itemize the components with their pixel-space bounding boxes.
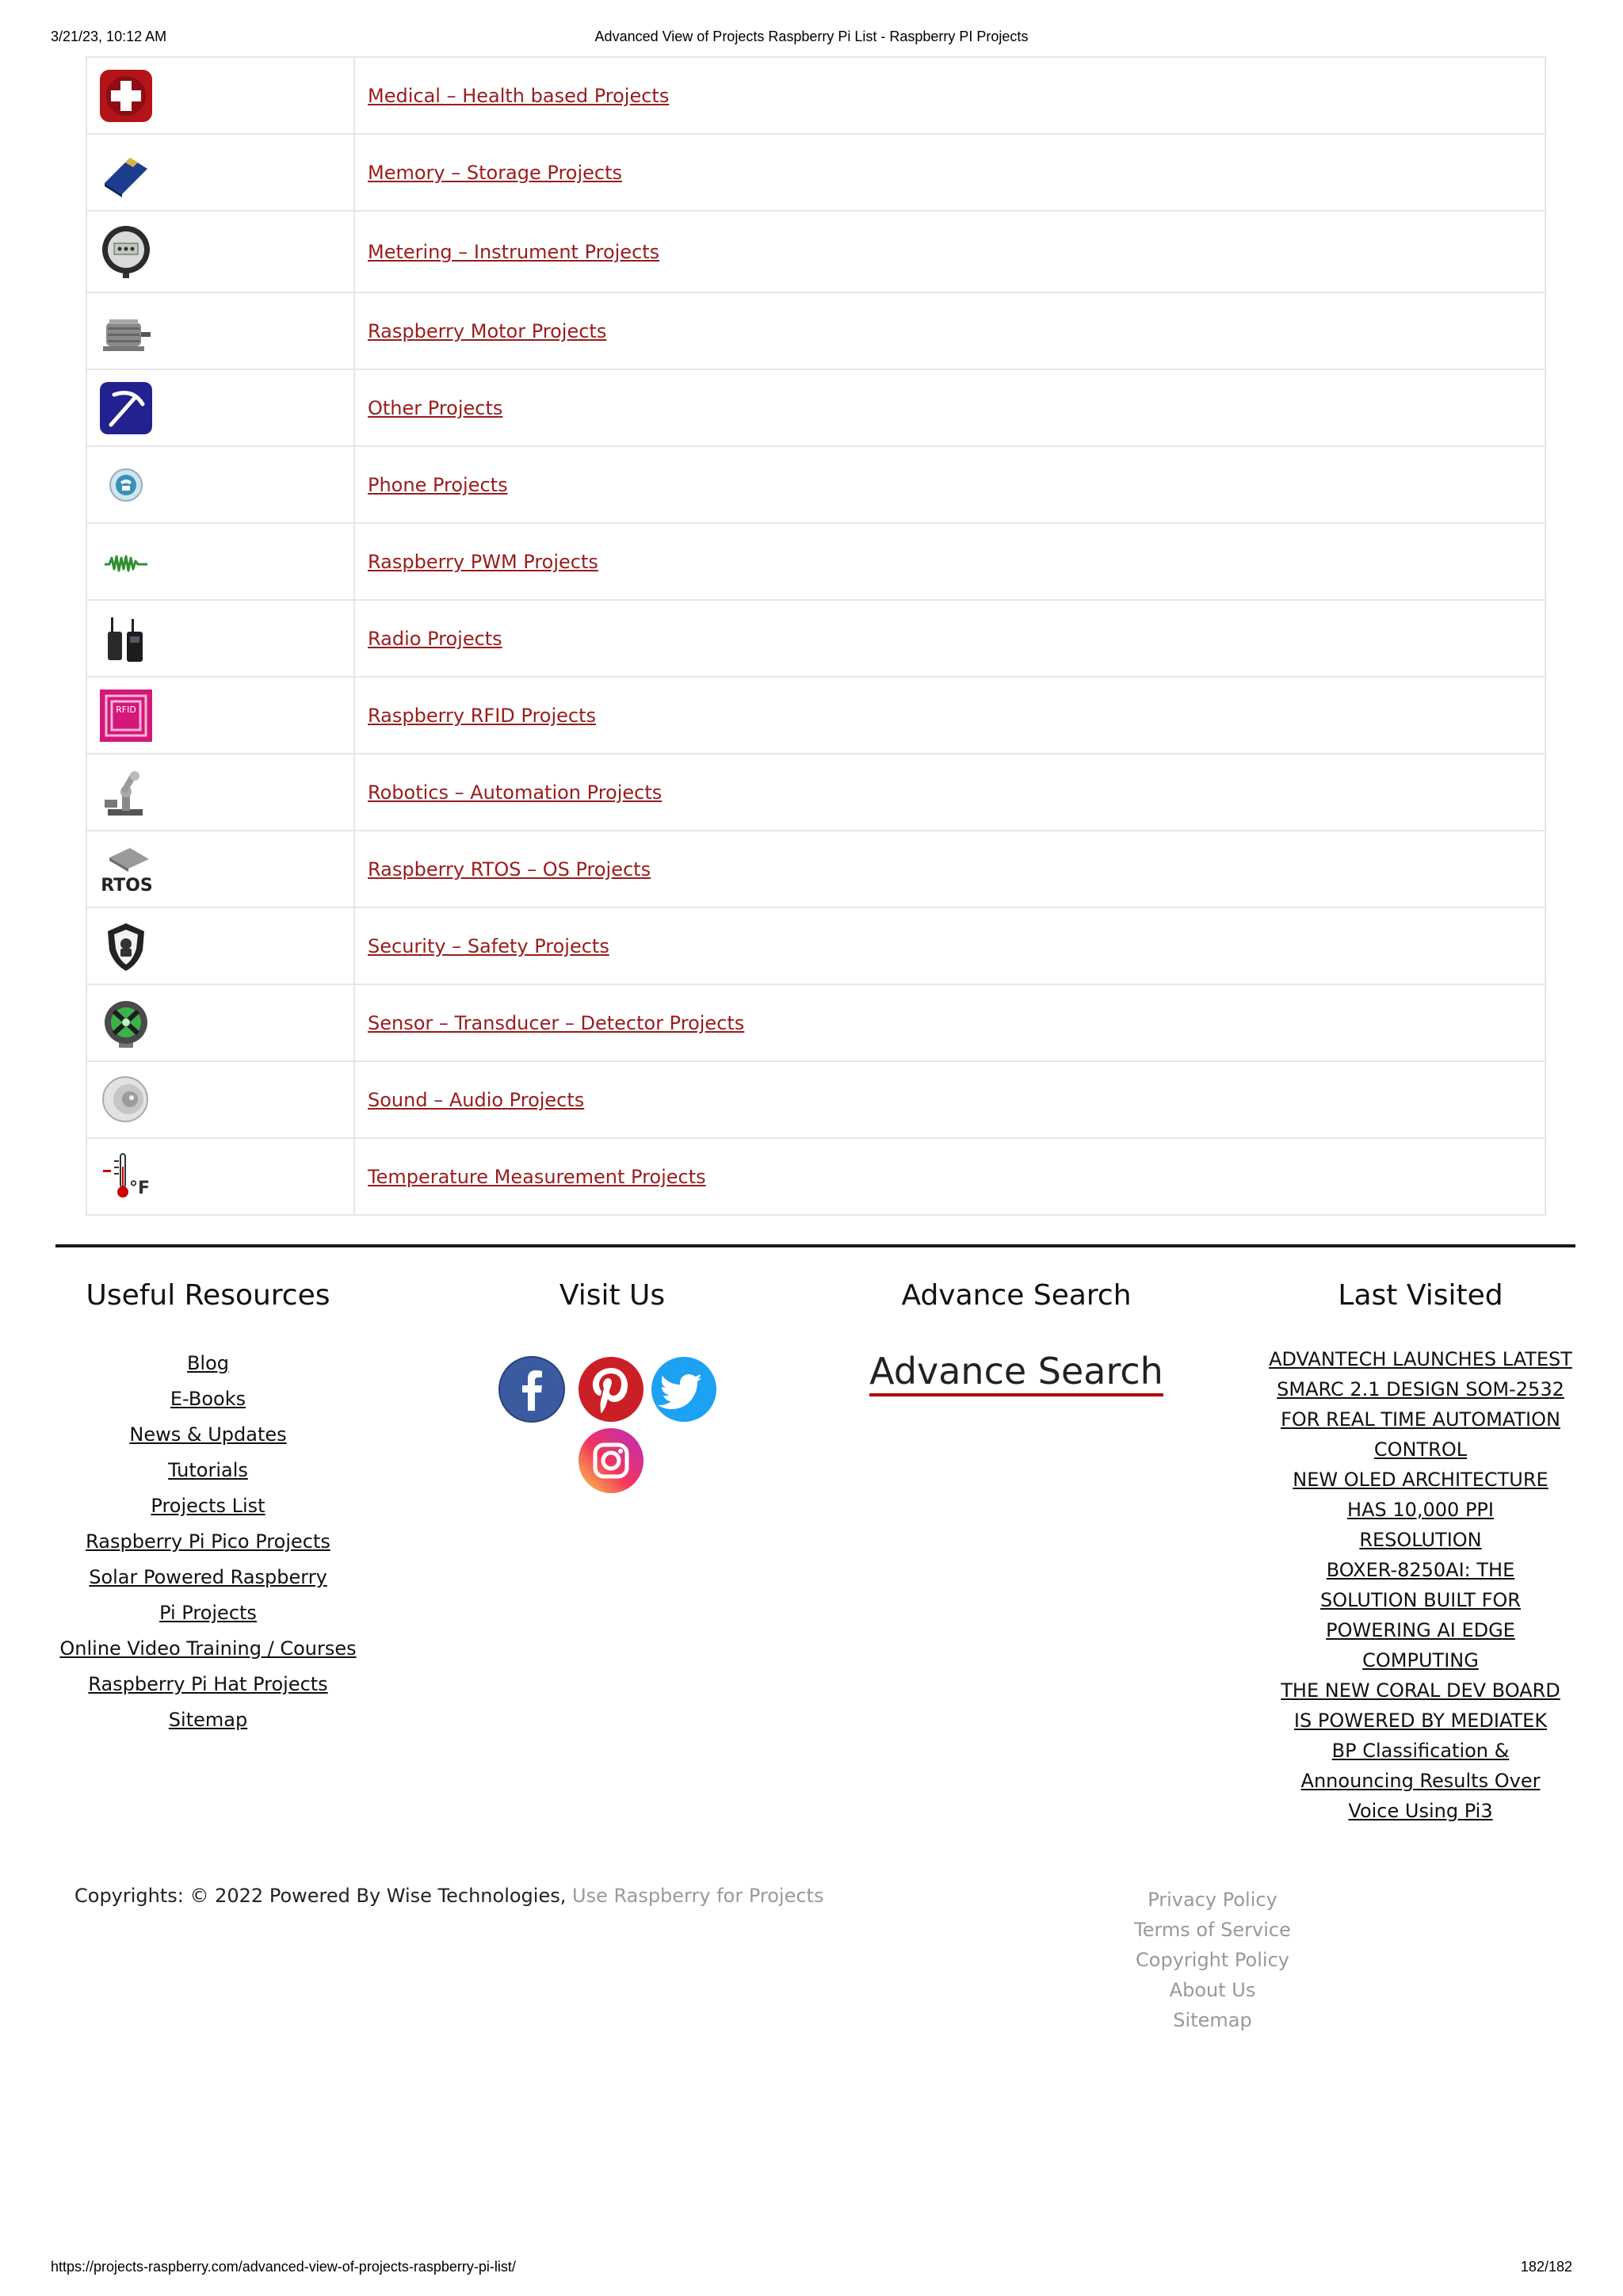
useful-resources-heading: Useful Resources — [86, 1279, 330, 1312]
category-link[interactable]: Raspberry PWM Projects — [368, 550, 598, 573]
resource-link-solar[interactable]: Solar Powered Raspberry Pi Projects — [89, 1566, 327, 1624]
category-icon-cell — [86, 600, 354, 677]
category-row — [86, 677, 1545, 754]
category-icon-cell — [86, 677, 354, 754]
category-icon-cell — [86, 134, 354, 211]
copyright — [74, 1885, 823, 1907]
sitemap-link[interactable]: Sitemap — [1173, 2009, 1252, 2031]
legal-links — [1109, 1885, 1316, 2035]
list-item — [55, 1381, 361, 1417]
category-link[interactable]: Raspberry RFID Projects — [368, 704, 597, 727]
resource-link-sitemap[interactable]: Sitemap — [168, 1709, 248, 1731]
about-us-link[interactable]: About Us — [1169, 1979, 1256, 2001]
instagram-icon[interactable] — [577, 1427, 645, 1495]
list-item — [55, 1667, 361, 1702]
list-item — [1264, 1736, 1577, 1826]
advance-search-heading: Advance Search — [901, 1279, 1132, 1312]
terms-of-service-link[interactable]: Terms of Service — [1134, 1919, 1291, 1941]
category-table — [86, 56, 1546, 1216]
category-icon-cell — [86, 57, 354, 134]
category-link-cell — [354, 211, 1545, 292]
walkie-talkie-icon[interactable] — [98, 611, 154, 667]
category-link[interactable]: Memory – Storage Projects — [368, 161, 623, 184]
print-datetime: 3/21/23, 10:12 AM — [51, 29, 167, 44]
category-icon-cell — [86, 211, 354, 292]
category-link[interactable]: Raspberry RTOS – OS Projects — [368, 858, 651, 881]
list-item — [55, 1524, 361, 1560]
list-item — [1264, 1465, 1577, 1555]
category-link[interactable]: Sound – Audio Projects — [368, 1088, 585, 1111]
last-visited-section — [1264, 1268, 1577, 1826]
print-header — [51, 29, 1572, 48]
print-url: https://projects-raspberry.com/advanced-view-of-projects-raspberry-pi-list/ — [51, 2259, 516, 2275]
pinterest-icon[interactable] — [577, 1355, 645, 1423]
category-link-cell — [354, 677, 1545, 754]
list-item — [1264, 1675, 1577, 1736]
svg-text:°F: °F — [128, 1178, 151, 1198]
category-link-cell — [354, 292, 1545, 369]
category-icon-cell — [86, 984, 354, 1061]
category-row — [86, 57, 1545, 134]
category-link[interactable]: Security – Safety Projects — [368, 934, 609, 957]
category-link[interactable]: Metering – Instrument Projects — [368, 240, 660, 263]
category-link-cell — [354, 57, 1545, 134]
category-row — [86, 292, 1545, 369]
speaker-icon[interactable] — [98, 1072, 154, 1128]
footer-divider — [55, 1244, 1575, 1247]
sensor-icon[interactable] — [98, 995, 154, 1051]
last-visited-link[interactable]: BOXER-8250AI: THE SOLUTION BUILT FOR POWERING AI EDGE COMPUTING — [1320, 1559, 1521, 1671]
category-link-cell — [354, 984, 1545, 1061]
thermometer-icon[interactable] — [98, 1149, 154, 1205]
last-visited-link[interactable]: NEW OLED ARCHITECTURE HAS 10,000 PPI RESOLUTION — [1293, 1469, 1549, 1551]
list-item — [1264, 1555, 1577, 1675]
category-icon-cell — [86, 1138, 354, 1215]
list-item — [55, 1560, 361, 1631]
category-link[interactable]: Other Projects — [368, 396, 503, 419]
svg-text:RTOS: RTOS — [101, 875, 153, 896]
last-visited-link[interactable]: ADVANTECH LAUNCHES LATEST SMARC 2.1 DESIGN SOM-2532 FOR REAL TIME AUTOMATION CONTROL — [1269, 1348, 1572, 1461]
category-row — [86, 1138, 1545, 1215]
motor-icon[interactable] — [98, 304, 154, 359]
useful-resources-list — [55, 1346, 361, 1738]
useful-resources-section — [55, 1268, 361, 1738]
advance-search-link[interactable]: Advance Search — [869, 1349, 1163, 1396]
category-link[interactable]: Robotics – Automation Projects — [368, 781, 663, 804]
social-icons — [464, 1355, 761, 1514]
last-visited-link[interactable]: BP Classification & Announcing Results Over Voice Using Pi3 — [1300, 1740, 1541, 1822]
robot-arm-icon[interactable] — [98, 765, 154, 820]
visit-us-section — [464, 1268, 761, 1514]
category-link[interactable]: Medical – Health based Projects — [368, 84, 670, 107]
category-row — [86, 134, 1545, 211]
category-link[interactable]: Sensor – Transducer – Detector Projects — [368, 1011, 745, 1034]
pickaxe-icon[interactable] — [98, 380, 154, 436]
category-link[interactable]: Phone Projects — [368, 473, 508, 496]
category-link-cell — [354, 1061, 1545, 1138]
category-row — [86, 754, 1545, 831]
rfid-card-icon[interactable] — [98, 688, 154, 743]
list-item — [55, 1702, 361, 1738]
category-row — [86, 1061, 1545, 1138]
category-row — [86, 907, 1545, 984]
resource-link-pico[interactable]: Raspberry Pi Pico Projects — [86, 1530, 330, 1553]
rtos-chip-icon[interactable] — [98, 842, 154, 897]
category-link[interactable]: Raspberry Motor Projects — [368, 319, 607, 342]
resource-link-blog[interactable]: Blog — [186, 1352, 230, 1374]
category-icon-cell — [86, 523, 354, 600]
resource-link-tutorials[interactable]: Tutorials — [168, 1459, 248, 1481]
last-visited-link[interactable]: THE NEW CORAL DEV BOARD IS POWERED BY MEDIATEK — [1281, 1679, 1560, 1732]
resource-link-news[interactable]: News & Updates — [129, 1423, 287, 1446]
list-item — [55, 1488, 361, 1524]
advance-search-section — [860, 1268, 1173, 1396]
category-link-cell — [354, 523, 1545, 600]
pwm-wave-icon[interactable] — [98, 534, 154, 590]
last-visited-heading: Last Visited — [1338, 1279, 1503, 1312]
resource-link-projects-list[interactable]: Projects List — [151, 1495, 265, 1517]
category-link[interactable]: Temperature Measurement Projects — [368, 1165, 706, 1188]
category-icon-cell — [86, 754, 354, 831]
category-row — [86, 831, 1545, 907]
category-row — [86, 211, 1545, 292]
print-page-number: 182/182 — [1520, 2259, 1572, 2275]
category-link-cell — [354, 446, 1545, 523]
category-row — [86, 984, 1545, 1061]
resource-link-video-training[interactable]: Online Video Training / Courses — [59, 1637, 357, 1660]
category-row — [86, 523, 1545, 600]
category-row — [86, 446, 1545, 523]
meter-gauge-icon[interactable] — [98, 224, 154, 280]
facebook-icon[interactable] — [498, 1355, 566, 1423]
twitter-icon[interactable] — [650, 1355, 718, 1423]
category-link-cell — [354, 134, 1545, 211]
security-shield-icon[interactable] — [98, 919, 154, 974]
copyright-text: Copyrights: © 2022 Powered By Wise Technologies, — [74, 1885, 567, 1907]
category-icon-cell — [86, 1061, 354, 1138]
sd-card-icon[interactable] — [98, 145, 154, 201]
last-visited-list — [1264, 1344, 1577, 1826]
category-link-cell — [354, 907, 1545, 984]
category-row — [86, 600, 1545, 677]
category-link-cell — [354, 369, 1545, 446]
list-item — [55, 1417, 361, 1453]
phone-icon[interactable] — [98, 457, 154, 513]
category-icon-cell — [86, 446, 354, 523]
resource-link-hat[interactable]: Raspberry Pi Hat Projects — [88, 1673, 328, 1695]
list-item — [55, 1453, 361, 1488]
category-link[interactable]: Radio Projects — [368, 627, 502, 650]
category-link-cell — [354, 600, 1545, 677]
print-footer — [51, 2259, 1572, 2278]
visit-us-heading: Visit Us — [559, 1279, 666, 1312]
list-item — [55, 1346, 361, 1381]
category-link-cell — [354, 1138, 1545, 1215]
resource-link-ebooks[interactable]: E-Books — [170, 1388, 246, 1410]
medical-cross-icon[interactable] — [98, 68, 154, 124]
privacy-policy-link[interactable]: Privacy Policy — [1148, 1889, 1277, 1911]
copyright-site-link[interactable]: Use Raspberry for Projects — [572, 1885, 824, 1907]
category-row — [86, 369, 1545, 446]
list-item — [1264, 1344, 1577, 1465]
category-icon-cell — [86, 831, 354, 907]
svg-text:RFID: RFID — [116, 704, 136, 715]
category-icon-cell — [86, 907, 354, 984]
category-icon-cell — [86, 292, 354, 369]
category-link-cell — [354, 831, 1545, 907]
category-link-cell — [354, 754, 1545, 831]
print-title: Advanced View of Projects Raspberry Pi List - Raspberry PI Projects — [594, 29, 1029, 44]
category-icon-cell — [86, 369, 354, 446]
list-item — [55, 1631, 361, 1667]
copyright-policy-link[interactable]: Copyright Policy — [1136, 1949, 1289, 1971]
